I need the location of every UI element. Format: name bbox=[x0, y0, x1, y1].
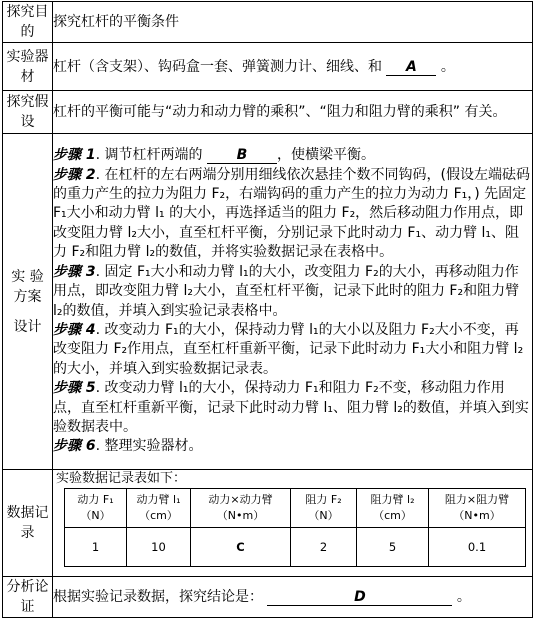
label-data: 数据记录 bbox=[3, 470, 53, 577]
value-f1: 1 bbox=[65, 528, 127, 567]
conclusion-cell bbox=[53, 577, 533, 618]
step-4 bbox=[53, 321, 532, 379]
plan-steps bbox=[53, 134, 533, 470]
value-l1: 10 bbox=[127, 528, 191, 567]
row-equipment bbox=[3, 43, 533, 91]
header-f1l1-name: 动力×动力臂 bbox=[208, 493, 273, 506]
header-f2l2 bbox=[429, 489, 526, 528]
row-purpose bbox=[3, 2, 533, 43]
label-conclusion: 分析论证 bbox=[3, 577, 53, 618]
step-6 bbox=[53, 437, 532, 456]
header-f2l2-unit: （N•m） bbox=[453, 509, 501, 522]
blank-a[interactable]: A bbox=[386, 60, 436, 76]
header-l1-name: 动力臂 l₁ bbox=[136, 493, 181, 506]
step-1-text: . 调节杠杆两端的 bbox=[95, 147, 203, 164]
step-1-after: ，使横梁平衡。 bbox=[276, 147, 375, 164]
header-f1l1-unit: （N•m） bbox=[216, 509, 265, 522]
conclusion-end: 。 bbox=[456, 589, 471, 605]
data-table-row bbox=[65, 528, 526, 567]
data-cell bbox=[53, 470, 533, 577]
blank-c[interactable]: C bbox=[191, 528, 291, 567]
value-f2: 2 bbox=[291, 528, 357, 567]
equipment-end: 。 bbox=[440, 58, 455, 75]
value-l2: 5 bbox=[357, 528, 429, 567]
header-f1-name: 动力 F₁ bbox=[77, 493, 114, 506]
label-hypothesis: 探究假设 bbox=[3, 91, 53, 134]
step-4-tag: 步骤 4 bbox=[53, 321, 96, 338]
label-plan-line2: 方案 bbox=[13, 288, 42, 305]
label-equipment: 实验器材 bbox=[3, 43, 53, 91]
header-l1-unit: （cm） bbox=[139, 509, 178, 522]
header-f1l1 bbox=[191, 489, 291, 528]
header-l2 bbox=[357, 489, 429, 528]
header-l2-unit: （cm） bbox=[373, 509, 412, 522]
label-plan-line1: 实 验 bbox=[11, 268, 44, 285]
label-plan bbox=[3, 134, 53, 470]
value-f2l2: 0.1 bbox=[429, 528, 526, 567]
header-l1 bbox=[127, 489, 191, 528]
header-f1 bbox=[65, 489, 127, 528]
step-2-text: . 在杠杆的左右两端分别用细线依次悬挂个数不同钩码，(假设左端砝码的重力产生的拉力为阻力 F₂，右端钩码的重力产生的拉力为动力 F₁，) 先固定 F₁大小和动力臂 l₁ 的大小，再选择适当的阻力 F₂，然后移动阻力作用点，即改变阻力臂 l₂大小，直至杠杆平衡，分别记录下此时动力 F₁、动力臂 l₁、阻力 F₂和阻力臂 l₂的数值，并将实验数据记录在表格中。 bbox=[53, 166, 530, 261]
conclusion-text: 根据实验记录数据，探究结论是： bbox=[53, 589, 263, 605]
step-2-tag: 步骤 2 bbox=[53, 166, 96, 183]
data-table-header bbox=[65, 489, 526, 528]
data-table bbox=[64, 488, 526, 567]
experiment-form bbox=[2, 1, 533, 618]
step-5-tag: 步骤 5 bbox=[53, 380, 96, 397]
step-1-tag: 步骤 1 bbox=[53, 147, 96, 164]
purpose-text: 探究杠杆的平衡条件 bbox=[53, 2, 533, 43]
header-f1-unit: （N） bbox=[80, 509, 111, 522]
equipment-cell bbox=[53, 43, 533, 91]
step-6-text: . 整理实验器材。 bbox=[95, 438, 203, 455]
label-purpose: 探究目的 bbox=[3, 2, 53, 43]
row-data bbox=[3, 470, 533, 577]
step-5-text: . 改变动力臂 l₁的大小，保持动力 F₁和阻力 F₂不变，移动阻力作用点，直至杠杆重新平衡，记录下此时动力臂 l₁、阻力臂 l₂的数值，并填入到实验数据表中。 bbox=[53, 380, 529, 435]
step-3 bbox=[53, 263, 532, 321]
row-plan bbox=[3, 134, 533, 470]
step-3-text: . 固定 F₁大小和动力臂 l₁的大小，改变阻力 F₂的大小，再移动阻力作用点，即改变阻力臂 l₂大小，直至杠杆平衡，记录下此时的阻力 F₂和阻力臂 l₂的数值，并填入到实验记录表格中。 bbox=[53, 263, 520, 319]
step-1 bbox=[53, 146, 532, 165]
step-5 bbox=[53, 379, 532, 437]
blank-d[interactable]: D bbox=[267, 590, 452, 606]
header-f2-unit: （N） bbox=[308, 509, 339, 522]
header-f2-name: 阻力 F₂ bbox=[305, 493, 342, 506]
data-intro: 实验数据记录表如下： bbox=[56, 471, 187, 486]
hypothesis-text: 杠杆的平衡可能与“动力和动力臂的乘积”、“阻力和阻力臂的乘积” 有关。 bbox=[53, 91, 533, 134]
row-conclusion bbox=[3, 577, 533, 618]
header-f2 bbox=[291, 489, 357, 528]
equipment-text: 杠杆（含支架）、钩码盒一套、弹簧测力计、细线、和 bbox=[53, 58, 382, 75]
header-f2l2-name: 阻力×阻力臂 bbox=[444, 493, 510, 506]
header-l2-name: 阻力臂 l₂ bbox=[370, 493, 415, 506]
step-3-tag: 步骤 3 bbox=[53, 263, 96, 280]
step-6-tag: 步骤 6 bbox=[53, 438, 96, 455]
blank-b[interactable]: B bbox=[207, 148, 277, 164]
row-hypothesis bbox=[3, 91, 533, 134]
label-plan-line3: 设计 bbox=[13, 318, 42, 335]
step-4-text: . 改变动力 F₁的大小，保持动力臂 l₁的大小以及阻力 F₂大小不变，再改变阻力 F₂作用点，直至杠杆重新平衡，记录下此时动力 F₁大小和阻力臂 l₂的大小，并填入到实验数据记录表。 bbox=[53, 321, 524, 377]
step-2 bbox=[53, 166, 532, 263]
